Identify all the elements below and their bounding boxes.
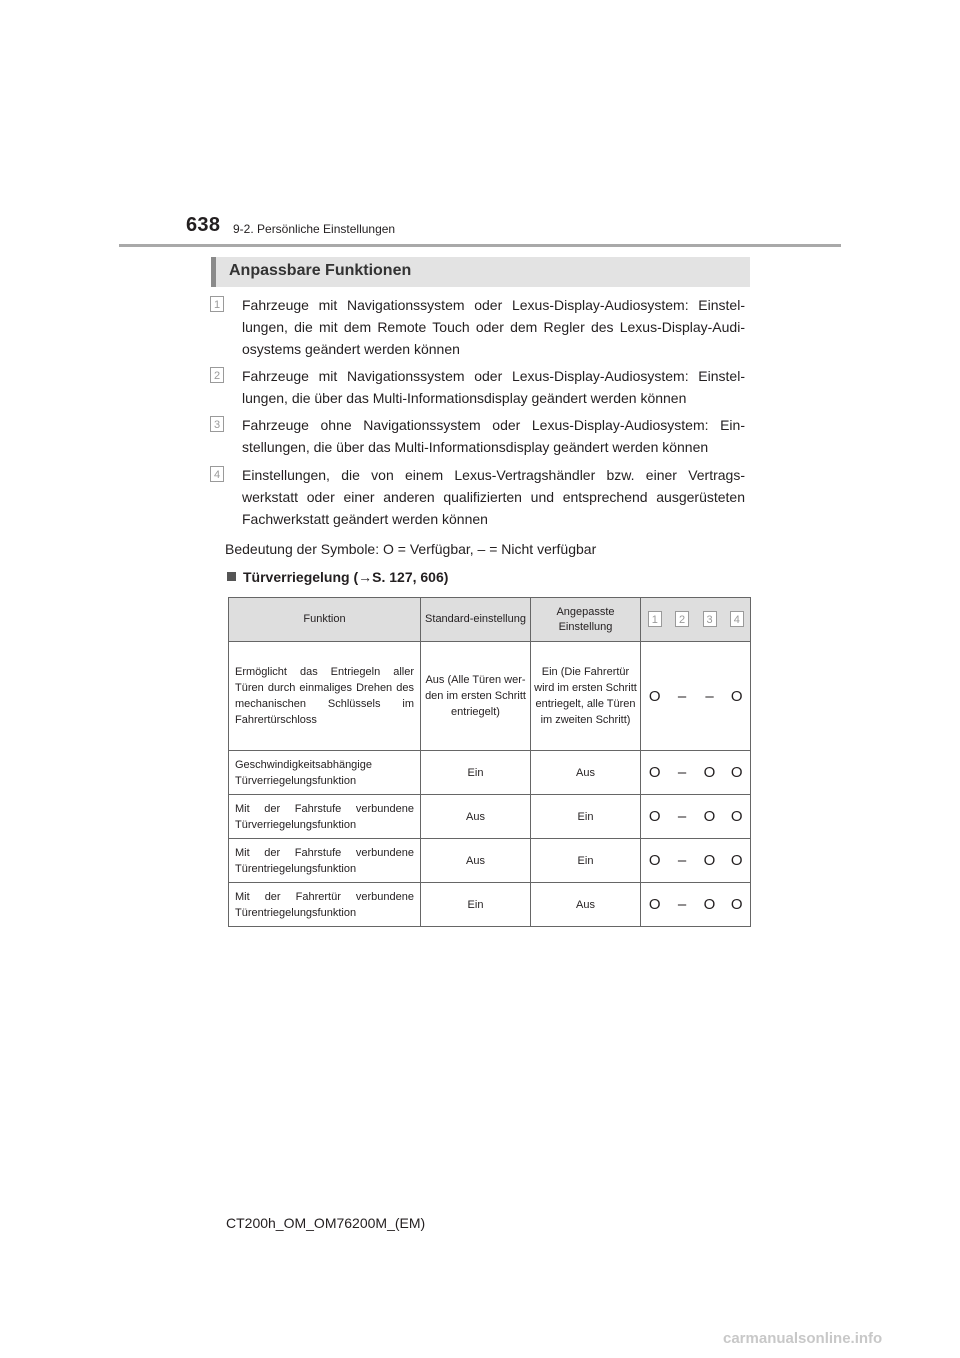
mark-cell-4: O	[724, 642, 751, 751]
header-divider	[119, 244, 841, 247]
standard-cell: Aus	[421, 795, 531, 839]
table-row	[229, 751, 751, 795]
custom-cell: Ein	[531, 839, 641, 883]
header-num-1: 1	[641, 598, 669, 642]
function-cell: Mit der Fahrstufe verbundene Türentriegelungsfunktion	[229, 839, 421, 883]
function-cell: Mit der Fahrertür verbundene Türentriegelungsfunktion	[229, 883, 421, 927]
header-function: Funktion	[229, 598, 421, 642]
list-item-2	[210, 365, 745, 409]
custom-cell: Ein (Die Fahrertür wird im ersten Schritt entriegelt, alle Türen im zweiten Schritt)	[531, 642, 641, 751]
table-row	[229, 839, 751, 883]
mark-cell-3: O	[696, 795, 724, 839]
subsection-title: Türverriegelung (→S. 127, 606)	[243, 569, 449, 585]
section-header	[211, 257, 750, 287]
mark-cell-2: –	[669, 883, 696, 927]
header-num-4: 4	[724, 598, 751, 642]
functions-table	[228, 597, 751, 927]
custom-cell: Aus	[531, 883, 641, 927]
header-standard: Standard-einstellung	[421, 598, 531, 642]
standard-cell: Ein	[421, 751, 531, 795]
mark-cell-4: O	[724, 751, 751, 795]
list-item-1	[210, 294, 745, 360]
mark-cell-3: O	[696, 883, 724, 927]
standard-cell: Aus	[421, 839, 531, 883]
list-item-3	[210, 414, 745, 458]
list-item-4	[210, 464, 745, 530]
header-num-2: 2	[669, 598, 696, 642]
number-badge-4: 4	[210, 466, 224, 482]
table-row	[229, 795, 751, 839]
mark-cell-3: O	[696, 751, 724, 795]
mark-cell-2: –	[669, 751, 696, 795]
table-row	[229, 883, 751, 927]
table-header-row	[229, 598, 751, 642]
mark-cell-2: –	[669, 839, 696, 883]
document-footer: CT200h_OM_OM76200M_(EM)	[226, 1215, 426, 1231]
header-custom: Angepasste Einstellung	[531, 598, 641, 642]
custom-cell: Ein	[531, 795, 641, 839]
function-cell: Ermöglicht das Entriegeln aller Türen durch einmaliges Drehen des mechanischen Schlüssels im Fahrertürschloss	[229, 642, 421, 751]
number-badge-3: 3	[210, 416, 224, 432]
number-badge-2: 2	[210, 367, 224, 383]
bullet-square-icon	[227, 572, 236, 581]
mark-cell-4: O	[724, 883, 751, 927]
list-item-text: Fahrzeuge mit Navigationssystem oder Lexus-Display-Audiosystem: Einstel-lungen, die mit dem Remote Touch oder dem Regler des Lexus-Display-Audi-osystems geändert werden können	[242, 297, 745, 357]
page-number: 638	[186, 214, 221, 236]
mark-cell-2: –	[669, 795, 696, 839]
function-cell: Mit der Fahrstufe verbundene Türverriegelungsfunktion	[229, 795, 421, 839]
list-item-text: Fahrzeuge ohne Navigationssystem oder Lexus-Display-Audiosystem: Ein-stellungen, die über das Multi-Informationsdisplay geändert werden können	[242, 417, 745, 455]
mark-cell-3: –	[696, 642, 724, 751]
mark-cell-3: O	[696, 839, 724, 883]
standard-cell: Ein	[421, 883, 531, 927]
mark-cell-1: O	[641, 839, 669, 883]
table-row	[229, 642, 751, 751]
mark-cell-4: O	[724, 795, 751, 839]
list-item-text: Fahrzeuge mit Navigationssystem oder Lexus-Display-Audiosystem: Einstel-lungen, die über das Multi-Informationsdisplay geändert werden können	[242, 368, 745, 406]
chapter-title: 9-2. Persönliche Einstellungen	[233, 222, 396, 236]
function-cell: Geschwindigkeitsabhängige Türverriegelungsfunktion	[229, 751, 421, 795]
custom-cell: Aus	[531, 751, 641, 795]
number-badge-1: 1	[210, 296, 224, 312]
list-item-text: Einstellungen, die von einem Lexus-Vertragshändler bzw. einer Vertrags-werkstatt oder einer anderen qualifizierten und entsprechend ausgerüsteten Fachwerkstatt geändert werden können	[242, 467, 745, 527]
header-num-3: 3	[696, 598, 724, 642]
mark-cell-1: O	[641, 883, 669, 927]
mark-cell-1: O	[641, 795, 669, 839]
mark-cell-1: O	[641, 751, 669, 795]
standard-cell: Aus (Alle Türen wer-den im ersten Schritt entriegelt)	[421, 642, 531, 751]
mark-cell-4: O	[724, 839, 751, 883]
subsection-heading	[227, 566, 448, 588]
symbol-legend: Bedeutung der Symbole: O = Verfügbar, – = Nicht verfügbar	[225, 541, 597, 557]
mark-cell-1: O	[641, 642, 669, 751]
watermark-link[interactable]: carmanualsonline.info	[723, 1330, 883, 1347]
mark-cell-2: –	[669, 642, 696, 751]
section-title: Anpassbare Funktionen	[229, 262, 412, 279]
